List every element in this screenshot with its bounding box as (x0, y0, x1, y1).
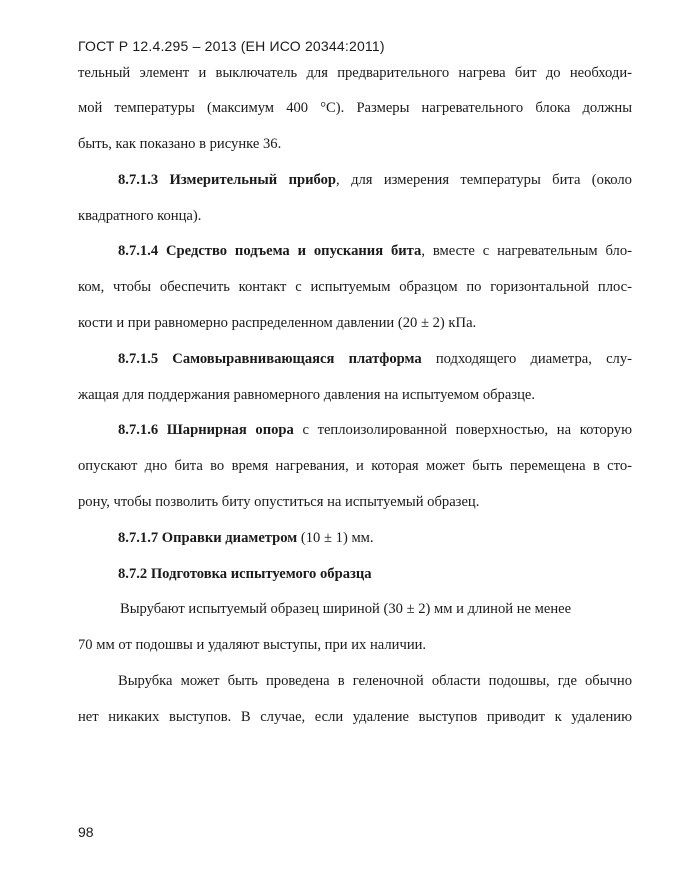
clause-label: 8.7.1.5 Самовыравнивающаяся платформа (118, 351, 422, 367)
clause-label: 8.7.1.7 Оправки диаметром (118, 530, 298, 546)
text-line: опускают дно бита во время нагревания, и которая может быть перемещена в сто- (78, 458, 632, 474)
clause-8-7-1-6 (118, 421, 632, 439)
text-line: кости и при равномерно распределенном давлении (20 ± 2) кПа. (78, 315, 477, 331)
clause-label: 8.7.1.3 Измерительный прибор (118, 172, 337, 188)
clause-8-7-1-5 (118, 350, 632, 368)
clause-label: 8.7.1.4 Средство подъема и опускания бита (118, 243, 422, 259)
text-line: жащая для поддержания равномерного давления на испытуемом образце. (78, 387, 536, 403)
text-line: квадратного конца). (78, 208, 202, 224)
section-heading: 8.7.2 Подготовка испытуемого образца (118, 566, 372, 582)
text-line: мой температуры (максимум 400 °С). Размеры нагревательного блока должны (78, 100, 632, 116)
clause-text: с теплоизолированной поверхностью, на которую (293, 422, 632, 438)
text-line: 70 мм от подошвы и удаляют выступы, при их наличии. (78, 637, 427, 653)
text-line: быть, как показано в рисунке 36. (78, 136, 282, 152)
text-line: ком, чтобы обеспечить контакт с испытуемым образцом по горизонтальной плос- (78, 279, 632, 295)
text-line: Вырубка может быть проведена в геленочной области подошвы, где обычно (118, 673, 632, 689)
text-line: тельный элемент и выключатель для предварительного нагрева бит до необходи- (78, 65, 632, 81)
clause-text: (10 ± 1) мм. (297, 530, 374, 546)
clause-label: 8.7.1.6 Шарнирная опора (118, 422, 294, 438)
section-heading-8-7-2 (118, 565, 632, 583)
clause-text: , для измерения температуры бита (около (336, 172, 632, 188)
document-header: ГОСТ Р 12.4.295 – 2013 (ЕН ИСО 20344:2011) (78, 38, 385, 54)
text-line: Вырубают испытуемый образец шириной (30 ± 2) мм и длиной не менее (120, 601, 572, 617)
clause-8-7-1-3 (118, 171, 632, 189)
clause-text: , вместе с нагревательным бло- (421, 243, 632, 259)
text-line: рону, чтобы позволить биту опуститься на испытуемый образец. (78, 494, 480, 510)
clause-8-7-1-4 (118, 242, 632, 260)
page-number: 98 (78, 824, 94, 840)
clause-8-7-1-7 (118, 529, 632, 547)
text-line: нет никаких выступов. В случае, если удаление выступов приводит к удалению (78, 709, 632, 725)
clause-text: подходящего диаметра, слу- (421, 351, 632, 367)
